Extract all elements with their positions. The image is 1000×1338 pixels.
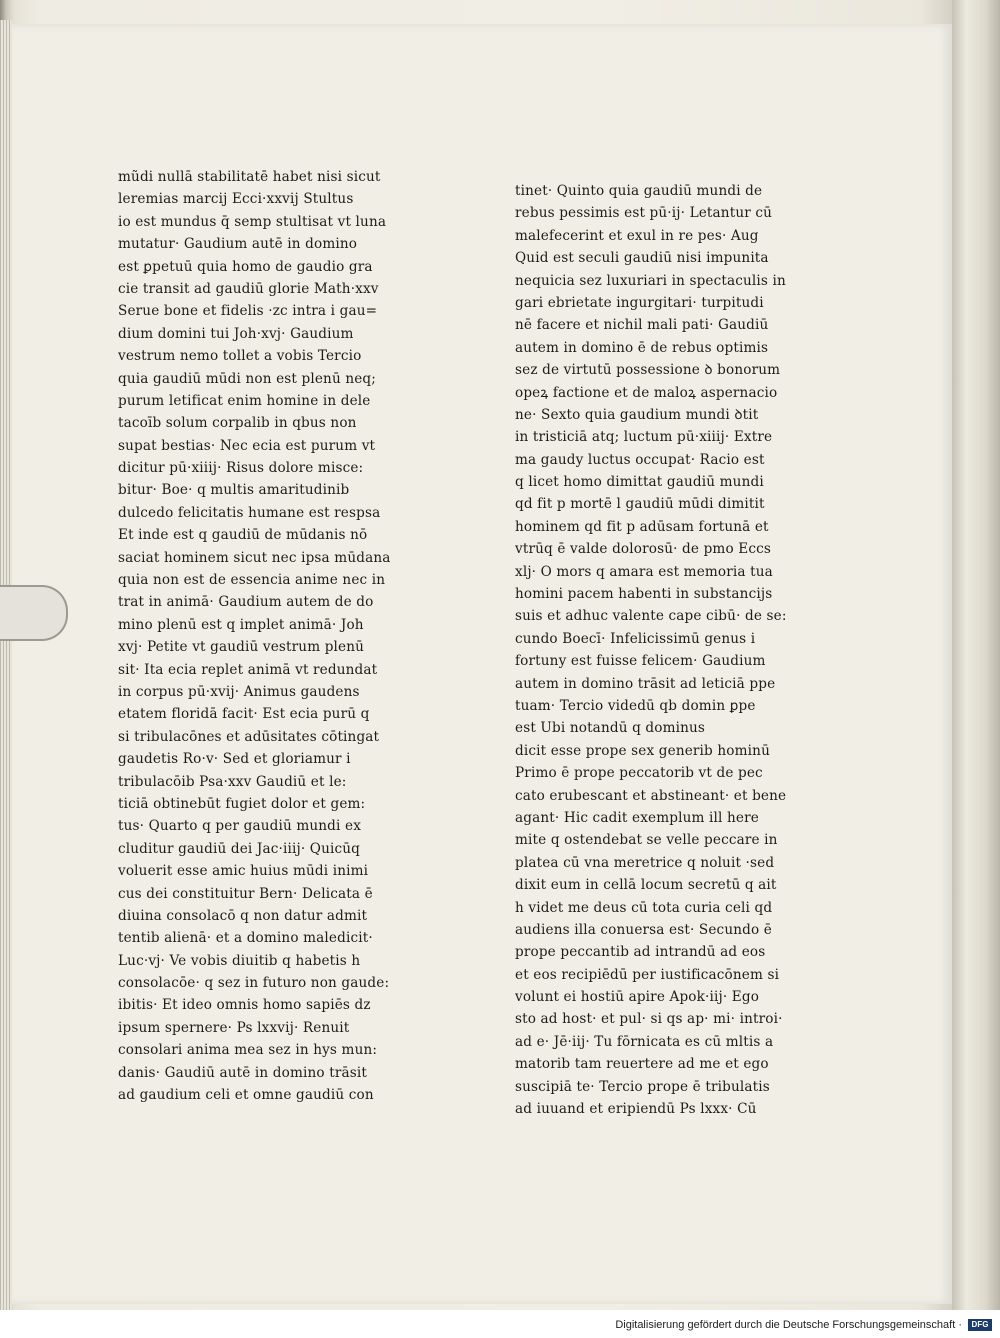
text-line: malefecerint et exul in re pes· Aug xyxy=(515,227,759,244)
text-line: sit· Ita ecia replet animā vt redundat xyxy=(118,661,378,678)
text-line: homini pacem habenti in substancijs xyxy=(515,586,773,603)
right-fore-edge xyxy=(952,0,1000,1310)
text-line: dicitur pū·xiiij· Risus dolore misce: xyxy=(118,460,364,477)
text-line: tinet· Quinto quia gaudiū mundi de xyxy=(515,183,763,199)
text-line: nequicia sez luxuriari in spectaculis in xyxy=(515,272,786,289)
text-line: tribulacōib Psa·xxv Gaudiū et le: xyxy=(118,773,347,790)
text-line: prope peccantib ad intrandū ad eos xyxy=(515,944,766,961)
text-line: Luc·vj· Ve vobis diuitib q habetis h xyxy=(118,952,361,969)
text-line: vestrum nemo tollet a vobis Tercio xyxy=(118,348,362,365)
text-line: cluditur gaudiū dei Jac·iiij· Quicūq xyxy=(118,840,361,857)
text-column-left xyxy=(118,166,438,1106)
text-line: platea cū vna meretrice q noluit ·sed xyxy=(515,854,775,871)
text-line: trat in animā· Gaudium autem de do xyxy=(118,594,374,611)
text-line: consolari anima mea sez in hys mun: xyxy=(118,1042,378,1059)
text-line: nē facere et nichil mali pati· Gaudiū xyxy=(515,317,769,334)
text-line: hominem qd fit p adūsam fortunā et xyxy=(515,518,769,535)
dfg-logo: DFG xyxy=(968,1319,992,1331)
text-line: suis et adhuc valente cape cibū· de se: xyxy=(515,608,787,625)
text-column-right xyxy=(515,180,835,1120)
text-line: diuina consolacō q non datur admit xyxy=(118,907,368,924)
text-line: mino plenū est q implet animā· Joh xyxy=(118,616,364,633)
text-line: Primo ē prope peccatorib vt de pec xyxy=(515,765,763,782)
text-line: Serue bone et fidelis ·zc intra i gau= xyxy=(118,303,378,320)
text-line: supat bestias· Nec ecia est purum vt xyxy=(118,437,376,454)
text-line: Quid est seculi gaudiū nisi impunita xyxy=(515,250,769,267)
text-line: ma gaudy luctus occupat· Racio est xyxy=(515,451,765,468)
text-line: dium domini tui Joh·xvj· Gaudium xyxy=(118,325,354,342)
text-line: sez de virtutū possessione ꝺ bonorum xyxy=(515,362,781,379)
text-line: mutatur· Gaudium autē in domino xyxy=(118,236,358,253)
text-line: sto ad host· et pul· si qs ap· mi· introi· xyxy=(515,1011,783,1028)
text-line: ad iuuand et eripiendū Ps lxxx· Cū xyxy=(515,1101,757,1118)
text-line: cie transit ad gaudiū glorie Math·xxv xyxy=(118,280,379,297)
text-line: in tristiciā atq; luctum pū·xiiij· Extre xyxy=(515,429,773,446)
text-line: bitur· Boe· q multis amaritudinib xyxy=(118,482,350,499)
text-line: ticiā obtinebūt fugiet dolor et gem: xyxy=(118,795,366,812)
text-line: xlj· O mors q amara est memoria tua xyxy=(515,563,773,580)
text-line: si tribulacōnes et adūsitates cōtingat xyxy=(118,728,380,745)
text-line: gaudetis Ro·v· Sed et gloriamur i xyxy=(118,751,351,768)
text-line: quia gaudiū mūdi non est plenū neq; xyxy=(118,370,377,387)
text-line: dulcedo felicitatis humane est respsa xyxy=(118,504,381,521)
text-line: ipsum spernere· Ps lxxvij· Renuit xyxy=(118,1019,350,1036)
text-line: io est mundus q̄ semp stultisat vt luna xyxy=(118,213,387,230)
text-line: autem in domino trāsit ad leticiā ppe xyxy=(515,675,776,692)
text-line: ad gaudium celi et omne gaudiū con xyxy=(118,1087,374,1104)
text-line: est Ubi notandū q dominus xyxy=(515,720,706,737)
text-line: volunt ei hostiū apire Apok·iij· Ego xyxy=(515,989,760,1006)
text-line: in corpus pū·xvij· Animus gaudens xyxy=(118,683,360,700)
text-line: qd fit p mortē l gaudiū mūdi dimitit xyxy=(515,496,765,513)
text-line: saciat hominem sicut nec ipsa mūdana xyxy=(118,549,391,566)
text-line: ne· Sexto quia gaudium mundi ꝺtit xyxy=(515,406,759,423)
text-line: ibitis· Et ideo omnis homo sapiēs dz xyxy=(118,997,371,1014)
text-line: cus dei constituitur Bern· Delicata ē xyxy=(118,885,373,902)
text-line: quia non est de essencia anime nec in xyxy=(118,572,386,589)
text-line: matorib tam reuertere ad me et ego xyxy=(515,1056,769,1073)
text-line: cundo Boecī· Infelicissimū genus i xyxy=(515,630,756,647)
text-line: vtrūq ē valde dolorosū· de pmo Eccs xyxy=(515,541,771,558)
text-line: tuam· Tercio videdū qb domin ꝑpe xyxy=(515,697,756,714)
text-line: danis· Gaudiū autē in domino trāsit xyxy=(118,1064,367,1081)
text-line: opeꝝ factione et de maloꝝ aspernacio xyxy=(515,384,778,401)
text-line: etatem floridā facit· Est ecia purū q xyxy=(118,706,370,723)
text-line: et eos recipiēdū per iustificacōnem si xyxy=(515,966,780,983)
text-line: tus· Quarto q per gaudiū mundi ex xyxy=(118,818,362,835)
text-line: h videt me deus cū tota curia celi qd xyxy=(515,899,773,916)
text-line: cato erubescant et abstineant· et bene xyxy=(515,787,787,804)
text-line: consolacōe· q sez in futuro non gaude: xyxy=(118,975,390,992)
text-line: voluerit esse amic huius mūdi inimi xyxy=(118,863,369,880)
text-line: leremias marcij Ecci·xxvij Stultus xyxy=(118,191,354,208)
text-line: agant· Hic cadit exemplum ill here xyxy=(515,809,759,826)
text-line: dixit eum in cellā locum secretū q ait xyxy=(515,877,777,894)
text-line: autem in domino ē de rebus optimis xyxy=(515,339,769,356)
text-line: Et inde est q gaudiū de mūdanis nō xyxy=(118,527,368,544)
page-clasp-tab xyxy=(0,585,68,641)
text-line: est ꝑpetuū quia homo de gaudio gra xyxy=(118,258,373,275)
text-line: tacoīb solum corpalib in qbus non xyxy=(118,415,357,432)
text-line: dicit esse prope sex generib hominū xyxy=(515,742,770,759)
text-line: xvj· Petite vt gaudiū vestrum plenū xyxy=(118,639,365,656)
text-line: mite q ostendebat se velle peccare in xyxy=(515,832,778,849)
text-line: fortuny est fuisse felicem· Gaudium xyxy=(515,653,766,670)
text-line: rebus pessimis est pū·ij· Letantur cū xyxy=(515,205,773,222)
text-line: mũdi nullā stabilitatē habet nisi sicut xyxy=(118,169,381,185)
text-line: audiens illa conuersa est· Secundo ē xyxy=(515,921,772,938)
text-line: gari ebrietate ingurgitari· turpitudi xyxy=(515,294,764,311)
left-page-stack xyxy=(0,20,12,1310)
footer-credit xyxy=(615,1312,992,1338)
text-line: suscipiā te· Tercio prope ē tribulatis xyxy=(515,1078,770,1095)
text-line: q licet homo dimittat gaudiū mundi xyxy=(515,474,764,491)
text-line: tentib alienā· et a domino maledicit· xyxy=(118,930,373,947)
text-line: ad e· Jē·iij· Tu fōrnicata es cū mltis a xyxy=(515,1033,774,1050)
footer-credit-text: Digitalisierung gefördert durch die Deutsche Forschungsgemeinschaft · xyxy=(615,1319,962,1331)
text-line: purum letificat enim homine in dele xyxy=(118,392,371,409)
